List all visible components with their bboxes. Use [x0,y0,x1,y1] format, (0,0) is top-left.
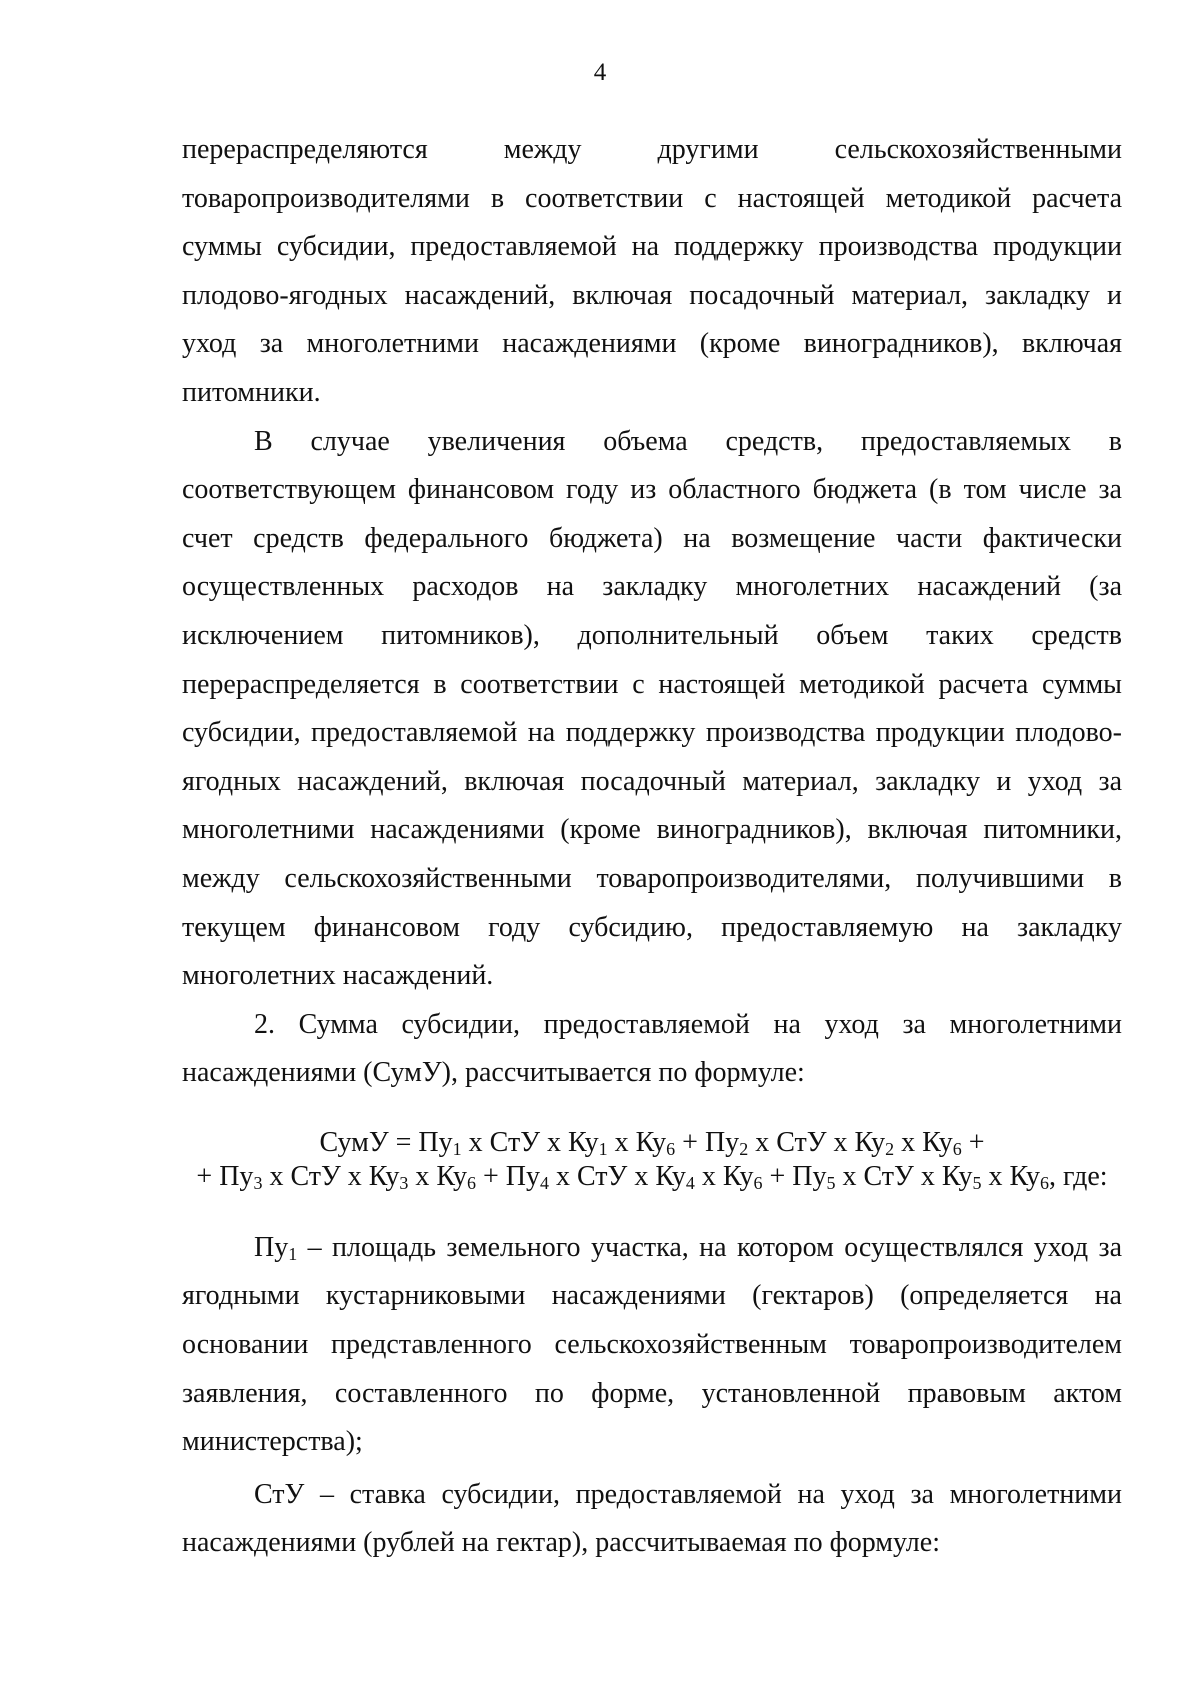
formula-text: х Ку [607,1126,667,1158]
formula-text: + Пу [475,1160,540,1192]
formula-text: х СтУ х Ку [461,1126,599,1158]
formula-line-1 [182,1126,1122,1160]
formula-subscript: 6 [753,1172,763,1193]
formula-text: + Пу [196,1160,254,1192]
paragraph-care-subsidy-sum: 2. Сумма субсидии, предоставляемой на уход за многолетними насаждениями (СумУ), рассчитывается по формуле: [182,1008,1122,1089]
paragraph-continuation: перераспределяются между другими сельскохозяйственными товаропроизводителями в соответствии с настоящей методикой расчета суммы субсидии, предоставляемой на поддержку производства продукции плодово-ягодных насаждений, включая посадочный материал, закладку и уход за многолетними насаждениями (кроме виноградников), включая питомники. [182,134,1122,408]
formula-subscript: 1 [598,1138,608,1159]
formula-text: , где: [1049,1160,1108,1192]
formula-subscript: 4 [539,1172,549,1193]
formula-text: х Ку [981,1160,1041,1192]
page-number: 4 [593,59,607,86]
formula-subscript: 5 [972,1172,982,1193]
formula-text: х СтУ х Ку [262,1160,400,1192]
definition-symbol: Пу [254,1231,289,1263]
definition-subscript: 1 [288,1243,298,1264]
formula-subscript: 4 [685,1172,695,1193]
formula-subscript: 1 [452,1138,462,1159]
formula-text: + Пу [675,1126,740,1158]
formula-subscript: 3 [399,1172,409,1193]
formula-text: + Пу [762,1160,827,1192]
formula-subscript: 3 [253,1172,263,1193]
formula-text: х Ку [894,1126,953,1158]
formula-subscript: 2 [739,1138,749,1159]
formula-text: х СтУ х Ку [835,1160,973,1192]
definition-py1 [182,1224,1122,1467]
definition-text: – площадь земельного участка, на котором осуществлялся уход за ягодными кустарниковыми насаждениями (гектаров) (определяется на основании представленного сельскохозяйственным товаропроизводителем заявления, составленного по форме, установленной правовым актом министерства); [182,1231,1122,1458]
document-body [182,126,1122,1568]
formula-text: СумУ = Пу [319,1126,453,1158]
definition-sty: СтУ – ставка субсидии, предоставляемой на уход за многолетними насаждениями (рублей на гектар), рассчитываемая по формуле: [182,1478,1122,1559]
formula-subscript: 5 [826,1172,836,1193]
formula-subscript: 6 [466,1172,476,1193]
formula-text: х СтУ х Ку [548,1160,686,1192]
formula-sumy [182,1126,1122,1194]
formula-subscript: 6 [666,1138,676,1159]
formula-text: + [961,1126,985,1158]
formula-subscript: 6 [952,1138,962,1159]
formula-subscript: 2 [885,1138,895,1159]
formula-line-2 [182,1160,1122,1194]
formula-subscript: 6 [1040,1172,1050,1193]
formula-text: х Ку [408,1160,467,1192]
paragraph-funding-increase: В случае увеличения объема средств, предоставляемых в соответствующем финансовом году из областного бюджета (в том числе за счет средств федерального бюджета) на возмещение части фактически осуществленных расходов на закладку многолетних насаждений (за исключением питомников), дополнительный объем таких средств перераспределяется в соответствии с настоящей методикой расчета суммы субсидии, предоставляемой на поддержку производства продукции плодово-ягодных насаждений, включая посадочный материал, закладку и уход за многолетними насаждениями (кроме виноградников), включая питомники, между сельскохозяйственными товаропроизводителями, получившими в текущем финансовом году субсидию, предоставляемую на закладку многолетних насаждений. [182,425,1122,992]
formula-text: х Ку [694,1160,754,1192]
formula-text: х СтУ х Ку [748,1126,886,1158]
